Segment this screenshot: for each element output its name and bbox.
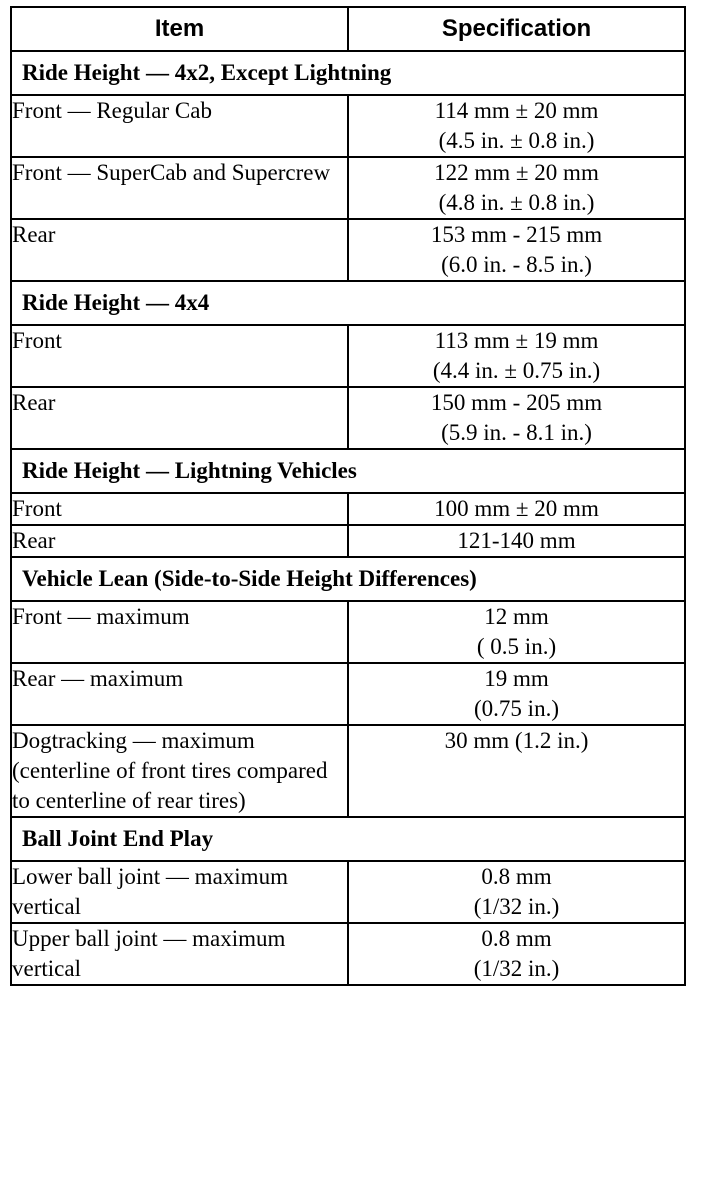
specification-cell: [348, 923, 685, 985]
section-header-row: [11, 51, 685, 95]
table-row: [11, 493, 685, 525]
section-header-row: [11, 449, 685, 493]
specification-line: 121-140 mm: [457, 528, 576, 553]
specification-line: 150 mm - 205 mm: [430, 390, 603, 415]
table-row: [11, 861, 685, 923]
specification-line: (5.9 in. - 8.1 in.): [441, 420, 592, 445]
table-row: [11, 663, 685, 725]
specification-cell: [348, 493, 685, 525]
specification-table: [10, 6, 686, 986]
specification-line: 19 mm: [484, 666, 549, 691]
table-row: [11, 387, 685, 449]
section-header-row: [11, 817, 685, 861]
table-row: [11, 219, 685, 281]
specification-line: 113 mm ± 19 mm: [434, 328, 599, 353]
item-cell: Front — Regular Cab: [11, 95, 348, 157]
specification-cell: [348, 219, 685, 281]
item-cell: Front: [11, 325, 348, 387]
specification-cell: [348, 387, 685, 449]
specification-line: 122 mm ± 20 mm: [434, 160, 599, 185]
table-row: [11, 95, 685, 157]
specification-line: 153 mm - 215 mm: [430, 222, 603, 247]
section-title: Ride Height — 4x4: [11, 281, 685, 325]
specification-line: (4.8 in. ± 0.8 in.): [438, 190, 595, 215]
specification-cell: [348, 95, 685, 157]
specification-line: 0.8 mm: [481, 864, 552, 889]
item-cell: Front — maximum: [11, 601, 348, 663]
header-specification: Specification: [348, 7, 685, 51]
item-cell: Rear — maximum: [11, 663, 348, 725]
section-header-row: [11, 557, 685, 601]
header-row: [11, 7, 685, 51]
table-row: [11, 725, 685, 817]
specification-line: 114 mm ± 20 mm: [434, 98, 599, 123]
specification-cell: [348, 601, 685, 663]
specification-line: 12 mm: [484, 604, 549, 629]
specification-line: 30 mm (1.2 in.): [444, 728, 589, 753]
specification-line: 100 mm ± 20 mm: [434, 496, 599, 521]
table-body: [11, 51, 685, 985]
specification-cell: [348, 725, 685, 817]
item-cell: Dogtracking — maximum (centerline of front tires compared to centerline of rear tires): [11, 725, 348, 817]
specification-cell: [348, 525, 685, 557]
table-row: [11, 601, 685, 663]
table-row: [11, 325, 685, 387]
table-row: [11, 525, 685, 557]
specification-line: (1/32 in.): [473, 956, 560, 981]
section-title: Ball Joint End Play: [11, 817, 685, 861]
item-cell: Front: [11, 493, 348, 525]
item-cell: Upper ball joint — maximum vertical: [11, 923, 348, 985]
specification-cell: [348, 157, 685, 219]
table-row: [11, 157, 685, 219]
specification-cell: [348, 325, 685, 387]
section-title: Vehicle Lean (Side-to-Side Height Differences): [11, 557, 685, 601]
item-cell: Rear: [11, 219, 348, 281]
specification-cell: [348, 663, 685, 725]
table-row: [11, 923, 685, 985]
header-item: Item: [11, 7, 348, 51]
section-title: Ride Height — Lightning Vehicles: [11, 449, 685, 493]
specification-cell: [348, 861, 685, 923]
specification-line: ( 0.5 in.): [476, 634, 557, 659]
specification-line: (4.4 in. ± 0.75 in.): [432, 358, 601, 383]
specification-line: (1/32 in.): [473, 894, 560, 919]
section-header-row: [11, 281, 685, 325]
item-cell: Lower ball joint — maximum vertical: [11, 861, 348, 923]
specification-line: (6.0 in. - 8.5 in.): [441, 252, 592, 277]
item-cell: Rear: [11, 387, 348, 449]
specification-line: (0.75 in.): [474, 696, 559, 721]
item-cell: Front — SuperCab and Supercrew: [11, 157, 348, 219]
specification-line: (4.5 in. ± 0.8 in.): [438, 128, 595, 153]
specification-line: 0.8 mm: [481, 926, 552, 951]
item-cell: Rear: [11, 525, 348, 557]
section-title: Ride Height — 4x2, Except Lightning: [11, 51, 685, 95]
